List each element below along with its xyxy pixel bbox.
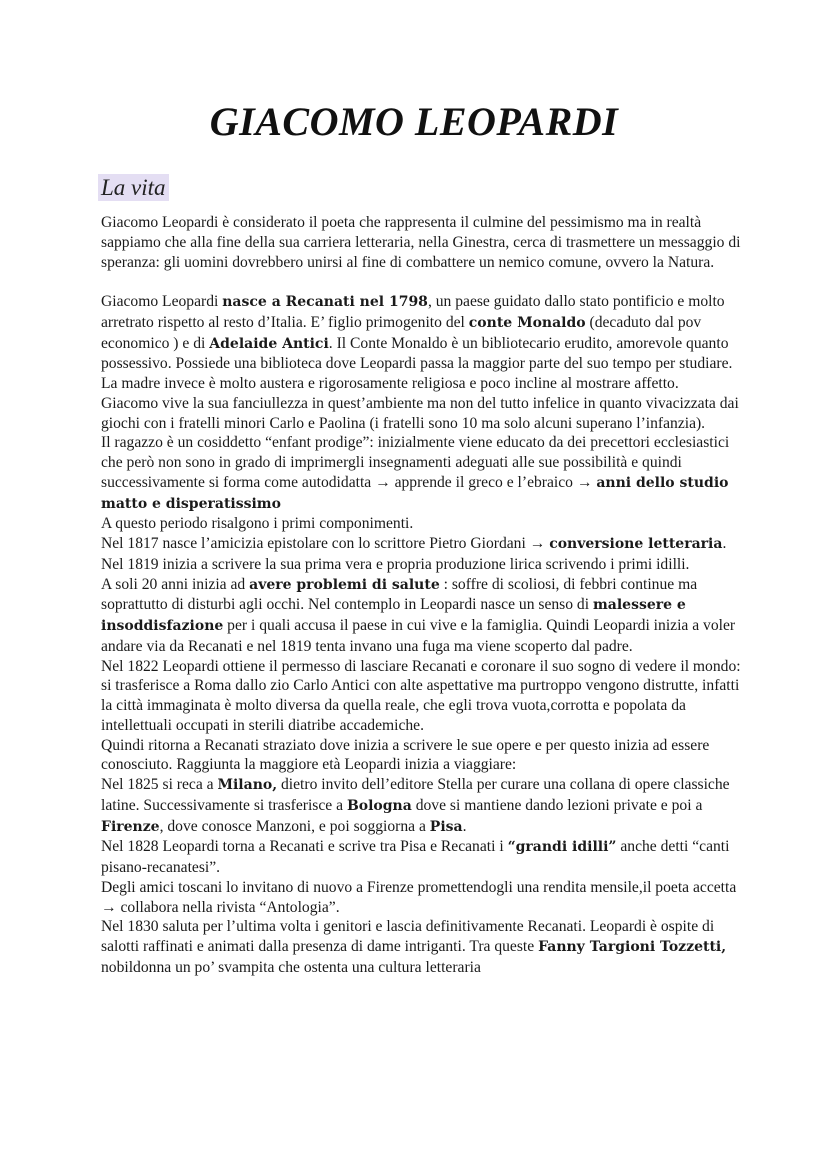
text-run: . [722,535,727,552]
text-run: Nel 1822 Leopardi ottiene il permesso di lasciare Recanati e coronare il suo sogno di vedere il mondo: si trasferisce a Roma dallo zio Carlo Antici con alte aspettative ma purtroppo vengono distrutte, infatti la città immaginata è molto diversa da quella reale, che egli trova vuota,corrotta e popolata da intellettuali occupati in sterili diatribe accademiche. [101,657,741,734]
paragraph [101,534,741,555]
text-run: nobildonna un po’ svampita che ostenta una cultura letteraria [101,958,481,976]
bold-text: Fanny Targioni Tozzetti, [538,939,727,955]
bold-text: avere problemi di salute [249,576,440,593]
text-run: Nel 1817 nasce l’amicizia epistolare con lo scrittore Pietro Giordani → [101,535,550,552]
text-run: Nel 1825 si reca a [101,776,218,793]
paragraph [101,736,741,776]
text-run: Degli amici toscani lo invitano di nuovo a Firenze promettendogli una rendita mensile,il poeta accetta → collabora nella rivista “Antologia”. [101,878,737,916]
bold-text: conversione letteraria [549,536,723,552]
text-run: Giacomo Leopardi [101,293,223,310]
bold-text: Milano, [217,777,278,793]
text-run: A questo periodo risalgono i primi componimenti. [101,515,414,533]
paragraph [101,917,741,977]
bold-text: Firenze [101,818,160,835]
text-run: A soli 20 anni inizia ad [101,575,250,593]
text-run: Quindi ritorna a Recanati straziato dove inizia a scrivere le sue opere e per questo inizia ad essere conosciuto. Raggiunta la maggiore età Leopardi inizia a viaggiare: [101,736,710,774]
document-title: GIACOMO LEOPARDI [209,99,619,144]
bold-text: Pisa [429,818,463,835]
text-run: dove si mantiene dando lezioni private e poi a [411,796,703,814]
bold-text: Adelaide Antici [209,335,329,352]
text-run: Nel 1828 Leopardi torna a Recanati e scrive tra Pisa e Recanati i [101,838,508,856]
text-run: Nel 1830 saluta per l’ultima volta i genitori e lascia definitivamente Recanati. Leopardi è ospite di salotti raffinati e animati dalla presenza di dame intriganti. Tra queste [101,918,715,955]
bold-text: “grandi idilli” [507,839,617,856]
paragraph [101,213,741,272]
bold-text: Bologna [346,797,412,814]
body-text [101,213,741,978]
paragraph [101,292,741,394]
text-run: Giacomo Leopardi è considerato il poeta che rappresenta il culmine del pessimismo ma in realtà sappiamo che alla fine della sua carriera letteraria, nella Ginestra, cerca di trasmettere un messaggio di speranza: gli uomini dovrebbero unirsi al fine di combattere un nemico comune, ovvero la Natura. [101,214,741,271]
bold-text: malessere e insoddisfazione [101,597,686,634]
text-run: Il ragazzo è un cosiddetto “enfant prodige”: inizialmente viene educato da dei precettori ecclesiastici che però non sono in grado di imprimergli insegnamenti adeguati alle sue possibilità e quindi successivamente si forma come autodidatta → apprende il greco e l’ebraico → [101,434,730,491]
text-run: : soffre di scoliosi, di febbri continue ma soprattutto di disturbi agli occhi. Nel contemplo in Leopardi nasce un senso di [101,575,698,614]
text-run: . [462,817,467,835]
text-run: per i quali accusa il paese in cui vive e la famiglia. Quindi Leopardi inizia a voler andare via da Recanati e nel 1819 tenta invano una fuga ma viene scoperto dal padre. [101,617,736,655]
paragraph [101,878,741,918]
text-run: , dove conosce Manzoni, e poi soggiorna a [159,817,430,835]
paragraph [101,657,741,736]
paragraph [101,775,741,837]
paragraph [101,575,741,657]
text-run: dietro invito dell’editore Stella per curare una collana di opere classiche latine. Successivamente si trasferisce a [101,776,730,814]
section-heading-la-vita: La vita [98,174,169,201]
bold-text: conte Monaldo [468,314,586,331]
paragraph [101,514,741,534]
paragraph [101,555,741,575]
text-run: anche detti “canti pisano-recanatesi”. [101,838,730,876]
text-run: Giacomo vive la sua fanciullezza in quest’ambiente ma non del tutto infelice in quanto vivacizzata dai giochi con i fratelli minori Carlo e Paolina (i fratelli sono 10 ma solo alcuni superano l’infanzia). [101,394,739,432]
paragraph [101,433,741,514]
paragraph [101,394,741,434]
bold-text: anni dello studio matto e disperatissimo [101,474,729,512]
bold-text: nasce a Recanati nel 1798 [222,294,428,310]
text-run: , un paese guidato dallo stato pontificio e molto arretrato rispetto al resto d’Italia. E’ figlio primogenito del [101,293,725,331]
text-run: Nel 1819 inizia a scrivere la sua prima vera e propria produzione lirica scrivendo i primi idilli. [101,555,690,573]
text-run: . Il Conte Monaldo è un bibliotecario erudito, amorevole quanto possessivo. Possiede una biblioteca dove Leopardi passa la maggior parte del suo tempo per studiare. La madre invece è molto austera e rigorosamente religiosa e poco incline al mostrare affetto. [101,334,733,392]
text-run: (decaduto dal pov economico ) e di [101,313,702,352]
paragraph [101,837,741,878]
